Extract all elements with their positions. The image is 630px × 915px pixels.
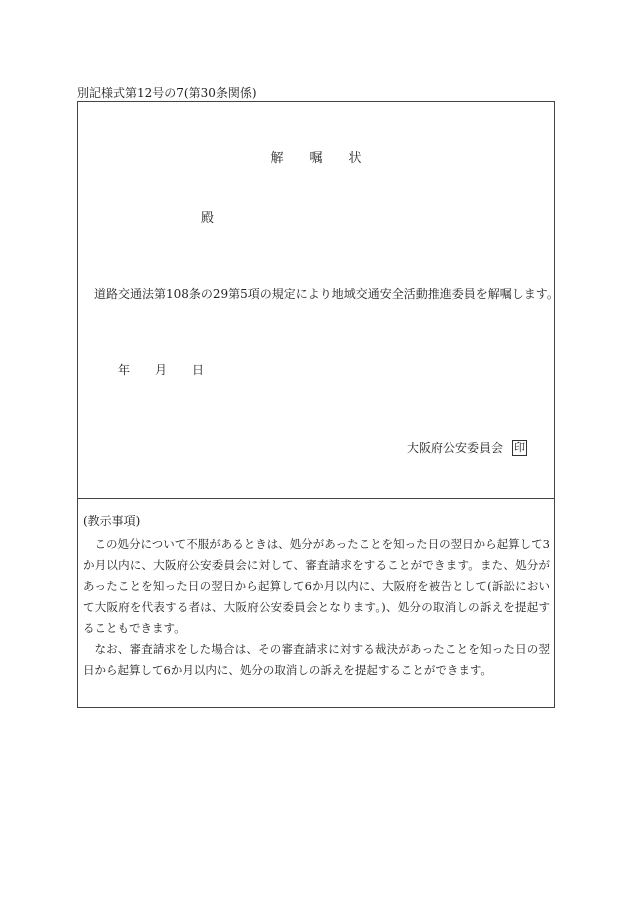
notice-paragraph: なお、審査請求をした場合は、その審査請求に対する裁決があったことを知った日の翌日から起算して6か月以内に、処分の取消しの訴えを提起することができます。 xyxy=(83,642,550,677)
notice-body xyxy=(83,534,550,681)
title-char: 嘱 xyxy=(309,151,323,166)
date-month-label: 月 xyxy=(155,363,168,377)
title-char: 解 xyxy=(270,151,284,166)
date-day-label: 日 xyxy=(192,363,205,377)
section-divider xyxy=(78,498,554,499)
issuer-block xyxy=(407,439,527,456)
notice-heading: (教示事項) xyxy=(83,514,141,528)
issuer-name: 大阪府公安委員会 xyxy=(406,441,503,455)
certificate-frame xyxy=(77,101,559,708)
date-line xyxy=(118,361,229,378)
document-title xyxy=(78,147,554,166)
addressee-suffix: 殿 xyxy=(201,211,215,226)
title-char: 状 xyxy=(348,151,362,166)
dismissal-statement: 道路交通法第108条の29第5項の規定により地域交通安全活動推進委員を解嘱します。 xyxy=(94,287,559,301)
form-number: 別記様式第12号の7(第30条関係) xyxy=(77,86,257,100)
date-year-label: 年 xyxy=(118,363,131,377)
seal-mark: 印 xyxy=(514,440,525,454)
notice-paragraph: この処分について不服があるときは、処分があったことを知った日の翌日から起算して3か月以内に、大阪府公安委員会に対して、審査請求をすることができます。また、処分があったことを知った日の翌日から起算して6か月以内に、大阪府を被告として(訴訟において大阪府を代表する者は、大阪府公安委員会となります。)、処分の取消しの訴えを提起することもできます。 xyxy=(83,537,550,635)
